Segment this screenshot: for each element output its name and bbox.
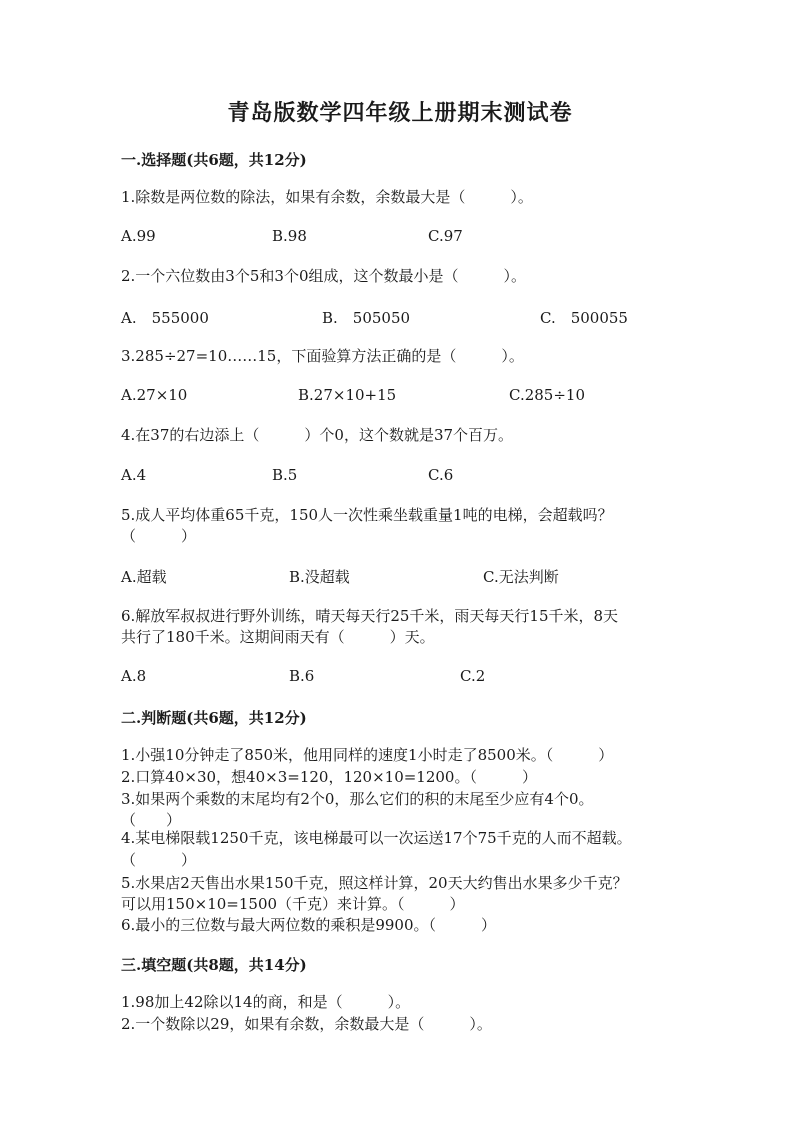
fill-in-line: 2.一个数除以29，如果有余数，余数最大是（ ）。 [121, 1015, 492, 1033]
judgement-line: 可以用150×10=1500（千克）来计算。（ ） [121, 895, 465, 913]
option-c: C.无法判断 [483, 568, 559, 586]
judgement-line: 2.口算40×30，想40×3=120，120×10=1200。（ ） [121, 768, 537, 786]
question-3: 3.285÷27=10……15，下面验算方法正确的是（ ）。 [121, 347, 524, 365]
question-6-line-2: 共行了180千米。这期间雨天有（ ）天。 [121, 628, 435, 646]
question-6-line-1: 6.解放军叔叔进行野外训练，晴天每天行25千米，雨天每天行15千米，8天 [121, 607, 619, 625]
option-b: B.没超载 [289, 568, 350, 586]
option-a: A.99 [121, 227, 156, 245]
option-c: C.285÷10 [509, 386, 585, 404]
question-2: 2.一个六位数由3个5和3个0组成，这个数最小是（ ）。 [121, 267, 526, 285]
section-heading-judgement: 二.判断题(共6题，共12分) [121, 709, 307, 727]
option-b: B. 505050 [322, 309, 411, 327]
page-title: 青岛版数学四年级上册期末测试卷 [227, 100, 573, 126]
question-5-line-2: （ ） [121, 527, 197, 545]
question-5-line-1: 5.成人平均体重65千克，150人一次性乘坐载重量1吨的电梯，会超载吗？ [121, 506, 613, 524]
judgement-line: 5.水果店2天售出水果150千克，照这样计算，20天大约售出水果多少千克？ [121, 874, 628, 892]
option-b: B.27×10+15 [298, 386, 397, 404]
judgement-line: 6.最小的三位数与最大两位数的乘积是9900。（ ） [121, 916, 496, 934]
option-c: C.2 [460, 667, 486, 685]
judgement-line: 3.如果两个乘数的末尾均有2个0，那么它们的积的末尾至少应有4个0。 [121, 790, 594, 808]
option-c: C. 500055 [540, 309, 628, 327]
option-b: B.5 [272, 466, 298, 484]
option-a: A. 555000 [121, 309, 209, 327]
judgement-line: 1.小强10分钟走了850米，他用同样的速度1小时走了8500米。（ ） [121, 746, 614, 764]
option-b: B.6 [289, 667, 315, 685]
option-c: C.6 [428, 466, 454, 484]
option-c: C.97 [428, 227, 463, 245]
judgement-line: 4.某电梯限载1250千克，该电梯最可以一次运送17个75千克的人而不超载。 [121, 829, 632, 847]
section-heading-choice: 一.选择题(共6题，共12分) [121, 151, 307, 169]
option-b: B.98 [272, 227, 307, 245]
option-a: A.27×10 [121, 386, 188, 404]
option-a: A.8 [121, 667, 147, 685]
option-a: A.超载 [121, 568, 167, 586]
fill-in-line: 1.98加上42除以14的商，和是（ ）。 [121, 993, 411, 1011]
section-heading-fill-in: 三.填空题(共8题，共14分) [121, 956, 307, 974]
judgement-line: （ ） [121, 811, 182, 829]
question-1: 1.除数是两位数的除法，如果有余数，余数最大是（ ）。 [121, 188, 533, 206]
judgement-line: （ ） [121, 851, 197, 869]
option-a: A.4 [121, 466, 147, 484]
question-4: 4.在37的右边添上（ ）个0，这个数就是37个百万。 [121, 426, 514, 444]
